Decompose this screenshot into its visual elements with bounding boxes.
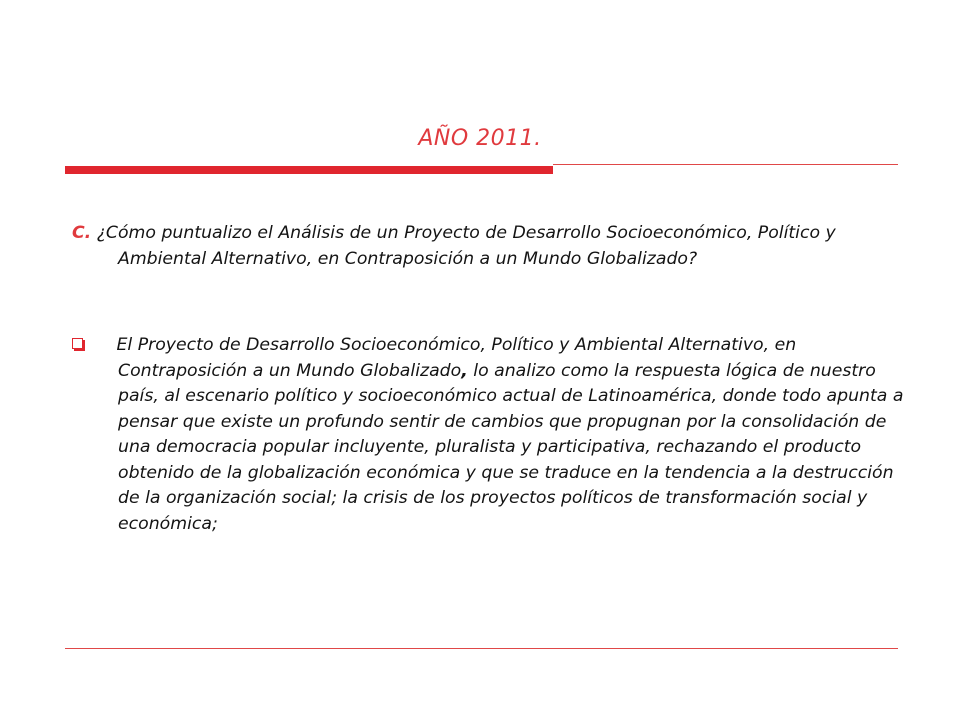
- bullet-text-lead: El Proyecto de Desarrollo Socioeconómico, Político y Ambiental Alternativo, en Contraposición a un Mundo Globalizado: [111, 335, 797, 381]
- hollow-square-bullet-icon: [72, 338, 83, 349]
- question-text: ¿Cómo puntualizo el Análisis de un Proyecto de Desarrollo Socioeconómico, Político y Ambiental Alternativo, en Contraposición a un Mundo Globalizado?: [91, 223, 836, 269]
- slide-title: AÑO 2011.: [418, 126, 542, 151]
- question-paragraph: [72, 221, 908, 272]
- question-marker: C.: [72, 223, 92, 243]
- bullet-text-bold-comma: ,: [461, 360, 468, 381]
- bullet-paragraph: [72, 333, 908, 537]
- bullet-text-rest: lo analizo como la respuesta lógica de nuestro país, al escenario político y socioeconómico actual de Latinoamérica, donde todo apunta a pensar que existe un profundo sentir de cambios que propugnan por la consolidación de una democracia popular incluyente, pluralista y participativa, rechazando el producto obtenido de la globalización económica y que se traduce en la tendencia a la destrucción de la organización social; la crisis de los proyectos políticos de transformación social y económica;: [118, 360, 904, 534]
- footer-divider: [65, 648, 898, 649]
- title-underline-thin: [553, 164, 898, 165]
- title-underline-thick: [65, 166, 553, 174]
